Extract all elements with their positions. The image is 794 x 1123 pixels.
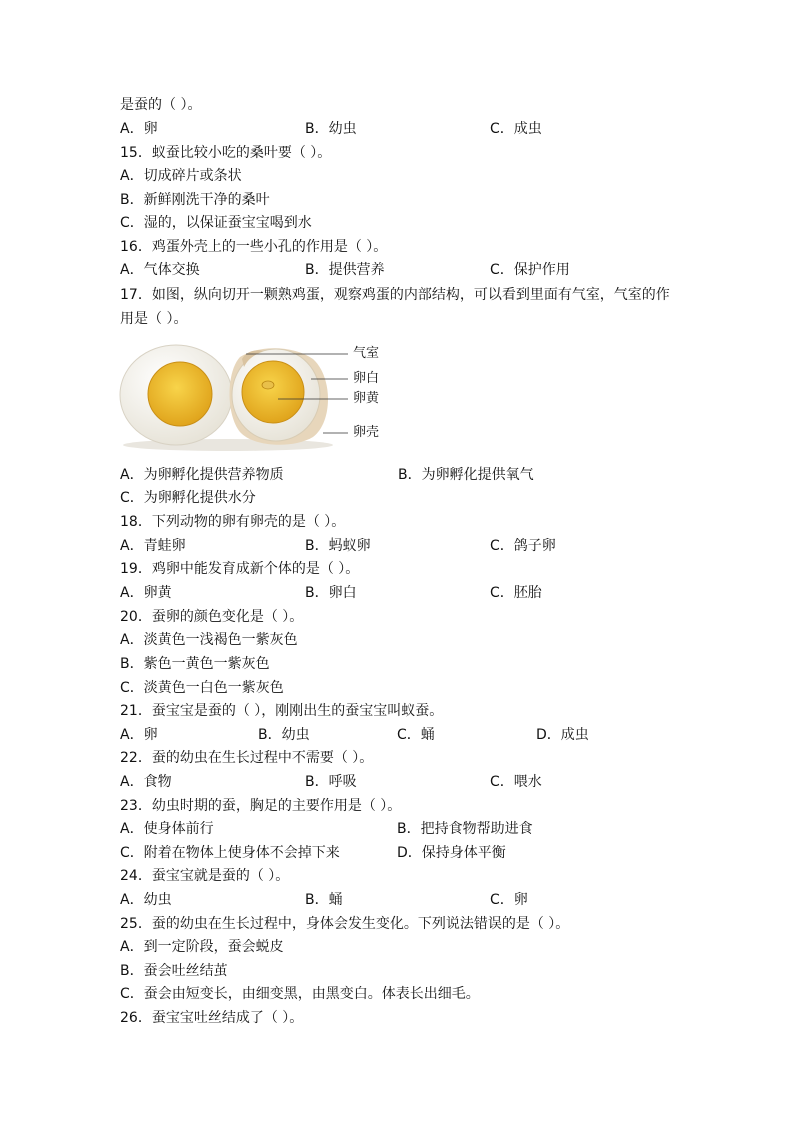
q20-stem: 20．蚕卵的颜色变化是（ ）。	[120, 609, 304, 625]
q14-option-a: A．卵	[120, 121, 158, 137]
q22-option-a: A．食物	[120, 774, 172, 790]
q18-option-b: B．蚂蚁卵	[305, 538, 371, 554]
q15-option-c: C．湿的，以保证蚕宝宝喝到水	[120, 215, 312, 231]
q24-stem: 24．蚕宝宝就是蚕的（ ）。	[120, 868, 290, 884]
q14-option-c: C．成虫	[490, 121, 542, 137]
q21-stem: 21．蚕宝宝是蚕的（ ），刚刚出生的蚕宝宝叫蚁蚕。	[120, 703, 444, 719]
q17-option-a: A．为卵孵化提供营养物质	[120, 467, 284, 483]
q23-option-a: A．使身体前行	[120, 821, 214, 837]
q16-option-c: C．保护作用	[490, 262, 570, 278]
q21-option-b: B．幼虫	[258, 727, 310, 743]
q14-option-b: B．幼虫	[305, 121, 357, 137]
q23-option-d: D．保持身体平衡	[397, 845, 506, 861]
q25-option-a: A．到一定阶段，蚕会蜕皮	[120, 939, 284, 955]
q21-option-d: D．成虫	[536, 727, 589, 743]
q20-option-a: A．淡黄色一浅褐色一紫灰色	[120, 632, 298, 648]
q23-option-b: B．把持食物帮助进食	[397, 821, 533, 837]
germinal-disc	[262, 381, 274, 389]
q24-option-c: C．卵	[490, 892, 528, 908]
q23-stem: 23．幼虫时期的蚕，胸足的主要作用是（ ）。	[120, 798, 402, 814]
q15-option-b: B．新鲜刚洗干净的桑叶	[120, 192, 270, 208]
right-egg-yolk	[242, 361, 304, 423]
q18-option-c: C．鸽子卵	[490, 538, 556, 554]
label-shell: 卵壳	[353, 425, 380, 440]
q24-option-a: A．幼虫	[120, 892, 172, 908]
q24-option-b: B．蛹	[305, 892, 343, 908]
q19-option-a: A．卵黄	[120, 585, 172, 601]
q19-stem: 19．鸡卵中能发育成新个体的是（ ）。	[120, 561, 360, 577]
q17-option-c: C．为卵孵化提供水分	[120, 490, 256, 506]
q22-stem: 22．蚕的幼虫在生长过程中不需要（ ）。	[120, 750, 374, 766]
q21-option-c: C．蛹	[397, 727, 435, 743]
q19-option-c: C．胚胎	[490, 585, 542, 601]
q20-option-b: B．紫色一黄色一紫灰色	[120, 656, 270, 672]
q22-option-b: B．呼吸	[305, 774, 357, 790]
q17-option-b: B．为卵孵化提供氧气	[398, 467, 534, 483]
q25-stem: 25．蚕的幼虫在生长过程中，身体会发生变化。下列说法错误的是（ ）。	[120, 916, 570, 932]
q16-option-a: A．气体交换	[120, 262, 200, 278]
egg-cross-section-figure	[118, 337, 388, 452]
q18-option-a: A．青蛙卵	[120, 538, 186, 554]
left-egg-yolk	[148, 362, 212, 426]
q22-option-c: C．喂水	[490, 774, 542, 790]
q25-option-b: B．蚕会吐丝结茧	[120, 963, 228, 979]
q15-stem: 15．蚁蚕比较小吃的桑叶要（ ）。	[120, 145, 332, 161]
q16-stem: 16．鸡蛋外壳上的一些小孔的作用是（ ）。	[120, 239, 388, 255]
q23-option-c: C．附着在物体上使身体不会掉下来	[120, 845, 340, 861]
q19-option-b: B．卵白	[305, 585, 357, 601]
q18-stem: 18．下列动物的卵有卵壳的是（ ）。	[120, 514, 346, 530]
label-yolk: 卵黄	[353, 391, 380, 406]
label-egg-white: 卵白	[353, 371, 380, 386]
egg-halves-image	[118, 337, 388, 452]
q17-stem: 17．如图，纵向切开一颗熟鸡蛋，观察鸡蛋的内部结构，可以看到里面有气室，气室的作	[120, 287, 670, 303]
q15-option-a: A．切成碎片或条状	[120, 168, 242, 184]
q26-stem: 26．蚕宝宝吐丝结成了（ ）。	[120, 1010, 304, 1026]
q21-option-a: A．卵	[120, 727, 158, 743]
q17-stem-line2: 用是（ ）。	[120, 311, 188, 327]
q20-option-c: C．淡黄色一白色一紫灰色	[120, 680, 284, 696]
q14-stem-tail: 是蚕的（ ）。	[120, 97, 202, 113]
label-air-chamber: 气室	[353, 346, 380, 361]
q16-option-b: B．提供营养	[305, 262, 385, 278]
q25-option-c: C．蚕会由短变长，由细变黑，由黑变白。体表长出细毛。	[120, 986, 480, 1002]
